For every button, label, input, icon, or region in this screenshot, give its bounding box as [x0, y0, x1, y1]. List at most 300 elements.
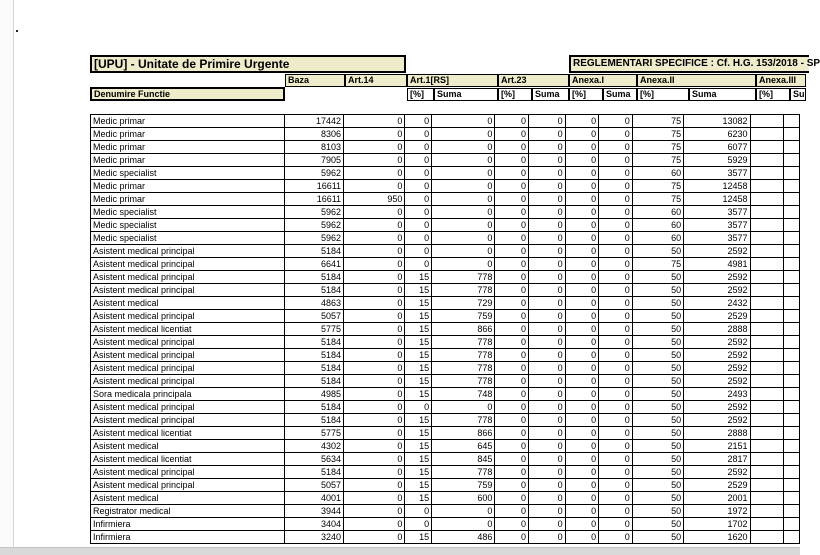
cell-a23p: 0 — [495, 245, 529, 258]
cell-art14: 0 — [344, 258, 405, 271]
cell-a1s: 0 — [432, 258, 495, 271]
cell-art14: 0 — [344, 479, 405, 492]
header-art14: Art.14 — [345, 74, 407, 87]
cell-anexa3-suma — [784, 414, 800, 427]
cell-anexa3-suma — [784, 349, 800, 362]
cell-a23p: 0 — [495, 440, 529, 453]
cell-baza: 17442 — [284, 115, 344, 128]
cell-a23s: 0 — [529, 297, 566, 310]
cell-a1xp: 0 — [565, 219, 599, 232]
cell-baza: 4863 — [284, 297, 344, 310]
cell-a1p: 0 — [405, 232, 432, 245]
cell-a1p: 0 — [405, 258, 432, 271]
cell-baza: 5962 — [284, 206, 344, 219]
cell-a23p: 0 — [495, 297, 529, 310]
cell-a23s: 0 — [529, 271, 566, 284]
cell-a1xp: 0 — [565, 271, 599, 284]
cell-a2s: 2432 — [684, 297, 750, 310]
cell-a1p: 15 — [405, 284, 432, 297]
cell-a23p: 0 — [495, 401, 529, 414]
cell-a23p: 0 — [495, 167, 529, 180]
cell-function-name: Asistent medical principal — [91, 245, 285, 258]
cell-baza: 5057 — [284, 310, 344, 323]
cell-anexa3-suma — [784, 518, 800, 531]
cell-a23p: 0 — [495, 531, 529, 544]
table-row — [91, 219, 800, 232]
cell-a1xp: 0 — [565, 453, 599, 466]
cell-anexa3-pct — [750, 440, 784, 453]
cell-a23s: 0 — [529, 284, 566, 297]
table-row — [91, 362, 800, 375]
cell-baza: 5057 — [284, 479, 344, 492]
cell-a1p: 15 — [405, 297, 432, 310]
cell-a2p: 50 — [632, 440, 683, 453]
cell-a23s: 0 — [529, 531, 566, 544]
cell-anexa3-suma — [784, 271, 800, 284]
cell-a2s: 13082 — [684, 115, 750, 128]
table-row — [91, 466, 800, 479]
table-body — [91, 115, 800, 544]
cell-anexa3-suma — [784, 128, 800, 141]
cell-art14: 0 — [344, 388, 405, 401]
cell-a2s: 3577 — [684, 206, 750, 219]
cell-a1xp: 0 — [565, 284, 599, 297]
cell-a1s: 0 — [432, 505, 495, 518]
cell-a2s: 1972 — [684, 505, 750, 518]
cell-a23s: 0 — [529, 414, 566, 427]
regulations-title: REGLEMENTARI SPECIFICE : Cf. H.G. 153/2018 - SP — [569, 55, 809, 73]
cell-baza: 5634 — [284, 453, 344, 466]
cell-baza: 5962 — [284, 219, 344, 232]
cell-a2p: 75 — [632, 193, 683, 206]
cell-function-name: Asistent medical principal — [91, 349, 285, 362]
cell-anexa3-pct — [750, 297, 784, 310]
cell-anexa3-pct — [750, 167, 784, 180]
cell-a23s: 0 — [529, 206, 566, 219]
cell-function-name: Asistent medical principal — [91, 310, 285, 323]
cell-baza: 16611 — [284, 193, 344, 206]
header-anexa-i: Anexa.I — [569, 74, 637, 87]
cell-a2s: 2493 — [684, 388, 750, 401]
cell-anexa3-pct — [750, 206, 784, 219]
cell-a2s: 2817 — [684, 453, 750, 466]
horizontal-scrollbar[interactable] — [0, 547, 800, 555]
cell-anexa3-suma — [784, 193, 800, 206]
cell-a23p: 0 — [495, 349, 529, 362]
cell-a1xp: 0 — [565, 492, 599, 505]
cell-a2p: 60 — [632, 167, 683, 180]
cell-anexa3-suma — [784, 388, 800, 401]
cell-anexa3-pct — [750, 479, 784, 492]
cell-anexa3-suma — [784, 180, 800, 193]
cell-a1xs: 0 — [599, 531, 633, 544]
cell-function-name: Asistent medical principal — [91, 466, 285, 479]
cell-anexa3-suma — [784, 531, 800, 544]
cell-anexa3-pct — [750, 388, 784, 401]
cell-a1xs: 0 — [599, 193, 633, 206]
cell-a23s: 0 — [529, 167, 566, 180]
document-left-margin — [0, 0, 14, 554]
cell-baza: 5184 — [284, 349, 344, 362]
cell-a23s: 0 — [529, 375, 566, 388]
cell-anexa3-pct — [750, 375, 784, 388]
cell-a1s: 866 — [432, 323, 495, 336]
cell-a2s: 2529 — [684, 479, 750, 492]
cell-a1xp: 0 — [565, 336, 599, 349]
cell-a23p: 0 — [495, 206, 529, 219]
cell-a2s: 2529 — [684, 310, 750, 323]
table-row — [91, 427, 800, 440]
cell-anexa3-suma — [784, 362, 800, 375]
cell-a1xs: 0 — [599, 492, 633, 505]
cell-a2p: 50 — [632, 245, 683, 258]
cell-function-name: Asistent medical principal — [91, 284, 285, 297]
cell-a23s: 0 — [529, 323, 566, 336]
cell-a2p: 60 — [632, 219, 683, 232]
table-row — [91, 375, 800, 388]
cell-a23s: 0 — [529, 388, 566, 401]
cell-a1xs: 0 — [599, 440, 633, 453]
cell-a1p: 0 — [405, 154, 432, 167]
corner-mark — [16, 30, 18, 32]
cell-anexa3-pct — [750, 531, 784, 544]
cell-a23p: 0 — [495, 505, 529, 518]
cell-a23s: 0 — [529, 232, 566, 245]
table-row — [91, 492, 800, 505]
cell-function-name: Asistent medical — [91, 440, 285, 453]
cell-a1s: 0 — [432, 518, 495, 531]
cell-a2s: 3577 — [684, 219, 750, 232]
table-row — [91, 310, 800, 323]
cell-a1xs: 0 — [599, 206, 633, 219]
cell-a23s: 0 — [529, 193, 566, 206]
cell-art14: 0 — [344, 271, 405, 284]
cell-art14: 0 — [344, 427, 405, 440]
cell-a1xp: 0 — [565, 206, 599, 219]
cell-baza: 5184 — [284, 414, 344, 427]
cell-a23p: 0 — [495, 453, 529, 466]
cell-a1s: 748 — [432, 388, 495, 401]
cell-art14: 0 — [344, 492, 405, 505]
salary-sheet — [90, 55, 820, 547]
cell-anexa3-pct — [750, 466, 784, 479]
cell-a1xp: 0 — [565, 154, 599, 167]
cell-a2p: 50 — [632, 518, 683, 531]
cell-function-name: Medic specialist — [91, 206, 285, 219]
cell-a1s: 778 — [432, 466, 495, 479]
table-row — [91, 401, 800, 414]
cell-a2p: 50 — [632, 271, 683, 284]
cell-baza: 8103 — [284, 141, 344, 154]
cell-a23s: 0 — [529, 505, 566, 518]
cell-a1xs: 0 — [599, 128, 633, 141]
cell-art14: 0 — [344, 115, 405, 128]
cell-a1xs: 0 — [599, 401, 633, 414]
cell-a2s: 2592 — [684, 336, 750, 349]
subheader-anexa1-pct: [%] — [569, 88, 603, 101]
cell-a23p: 0 — [495, 180, 529, 193]
cell-baza: 16611 — [284, 180, 344, 193]
cell-anexa3-pct — [750, 284, 784, 297]
cell-art14: 0 — [344, 219, 405, 232]
cell-a2p: 75 — [632, 180, 683, 193]
cell-anexa3-pct — [750, 258, 784, 271]
cell-a1xs: 0 — [599, 414, 633, 427]
cell-a23s: 0 — [529, 310, 566, 323]
subheader-anexa3-suma: Su — [790, 88, 806, 101]
cell-a1xs: 0 — [599, 167, 633, 180]
cell-a1p: 0 — [405, 206, 432, 219]
table-row — [91, 128, 800, 141]
cell-a2p: 50 — [632, 505, 683, 518]
table-row — [91, 336, 800, 349]
cell-art14: 0 — [344, 297, 405, 310]
cell-anexa3-suma — [784, 323, 800, 336]
cell-art14: 0 — [344, 232, 405, 245]
cell-a1xp: 0 — [565, 518, 599, 531]
cell-a2p: 50 — [632, 323, 683, 336]
cell-a2s: 2888 — [684, 427, 750, 440]
cell-anexa3-pct — [750, 518, 784, 531]
cell-anexa3-suma — [784, 141, 800, 154]
cell-a23s: 0 — [529, 440, 566, 453]
cell-function-name: Medic primar — [91, 141, 285, 154]
cell-a2s: 2888 — [684, 323, 750, 336]
header-anexa-iii: Anexa.III — [756, 74, 806, 87]
cell-a1xs: 0 — [599, 258, 633, 271]
cell-function-name: Registrator medical — [91, 505, 285, 518]
cell-a2p: 60 — [632, 232, 683, 245]
cell-a1s: 0 — [432, 128, 495, 141]
table-row — [91, 271, 800, 284]
header-art23: Art.23 — [498, 74, 569, 87]
cell-a1xp: 0 — [565, 505, 599, 518]
cell-art14: 0 — [344, 180, 405, 193]
cell-a1p: 15 — [405, 453, 432, 466]
cell-art14: 0 — [344, 141, 405, 154]
subheader-art1-suma: Suma — [434, 88, 498, 101]
cell-a23s: 0 — [529, 245, 566, 258]
cell-function-name: Medic primar — [91, 154, 285, 167]
cell-a2s: 1620 — [684, 531, 750, 544]
cell-function-name: Asistent medical licentiat — [91, 323, 285, 336]
cell-a1p: 15 — [405, 531, 432, 544]
cell-baza: 4985 — [284, 388, 344, 401]
cell-anexa3-suma — [784, 167, 800, 180]
cell-a2s: 2592 — [684, 284, 750, 297]
cell-a23s: 0 — [529, 453, 566, 466]
cell-a1p: 15 — [405, 479, 432, 492]
cell-function-name: Asistent medical principal — [91, 479, 285, 492]
cell-function-name: Medic specialist — [91, 219, 285, 232]
cell-a23s: 0 — [529, 492, 566, 505]
cell-art14: 0 — [344, 401, 405, 414]
cell-function-name: Asistent medical — [91, 492, 285, 505]
table-row — [91, 297, 800, 310]
cell-a23s: 0 — [529, 180, 566, 193]
cell-a23p: 0 — [495, 141, 529, 154]
denumire-functie-header: Denumire Functie — [90, 87, 285, 101]
cell-a1xp: 0 — [565, 193, 599, 206]
cell-anexa3-suma — [784, 492, 800, 505]
cell-a2s: 2592 — [684, 362, 750, 375]
table-row — [91, 440, 800, 453]
cell-a1xp: 0 — [565, 128, 599, 141]
cell-a2p: 50 — [632, 362, 683, 375]
cell-a1xp: 0 — [565, 401, 599, 414]
cell-anexa3-suma — [784, 466, 800, 479]
subheader-art23-pct: [%] — [498, 88, 532, 101]
cell-function-name: Asistent medical licentiat — [91, 427, 285, 440]
cell-function-name: Asistent medical principal — [91, 414, 285, 427]
cell-a2p: 60 — [632, 206, 683, 219]
cell-a2p: 50 — [632, 531, 683, 544]
cell-art14: 0 — [344, 375, 405, 388]
cell-a23s: 0 — [529, 336, 566, 349]
cell-a23p: 0 — [495, 388, 529, 401]
cell-a23s: 0 — [529, 115, 566, 128]
cell-a1xs: 0 — [599, 505, 633, 518]
cell-a1s: 778 — [432, 271, 495, 284]
cell-a23p: 0 — [495, 466, 529, 479]
cell-anexa3-pct — [750, 336, 784, 349]
cell-a1xs: 0 — [599, 232, 633, 245]
cell-anexa3-pct — [750, 232, 784, 245]
cell-a2p: 50 — [632, 401, 683, 414]
cell-art14: 0 — [344, 362, 405, 375]
cell-a1xs: 0 — [599, 297, 633, 310]
cell-a2s: 5929 — [684, 154, 750, 167]
cell-a1xs: 0 — [599, 180, 633, 193]
table-row — [91, 505, 800, 518]
cell-a1xs: 0 — [599, 453, 633, 466]
cell-baza: 5184 — [284, 336, 344, 349]
table-row — [91, 479, 800, 492]
cell-anexa3-pct — [750, 453, 784, 466]
cell-a2p: 50 — [632, 349, 683, 362]
cell-a2p: 50 — [632, 479, 683, 492]
cell-a23p: 0 — [495, 362, 529, 375]
cell-a1s: 0 — [432, 232, 495, 245]
cell-a1p: 15 — [405, 492, 432, 505]
cell-a1p: 15 — [405, 466, 432, 479]
cell-baza: 5184 — [284, 466, 344, 479]
cell-a2p: 50 — [632, 492, 683, 505]
cell-a1s: 0 — [432, 154, 495, 167]
cell-a1xs: 0 — [599, 271, 633, 284]
cell-a1p: 0 — [405, 518, 432, 531]
cell-baza: 5184 — [284, 245, 344, 258]
cell-a1s: 778 — [432, 414, 495, 427]
cell-a2p: 50 — [632, 297, 683, 310]
cell-a23p: 0 — [495, 427, 529, 440]
cell-a2s: 12458 — [684, 180, 750, 193]
cell-a2s: 2592 — [684, 245, 750, 258]
cell-a1xs: 0 — [599, 479, 633, 492]
subheader-art23-suma: Suma — [532, 88, 569, 101]
cell-a23p: 0 — [495, 128, 529, 141]
cell-a1xp: 0 — [565, 466, 599, 479]
cell-a2p: 50 — [632, 336, 683, 349]
table-row — [91, 154, 800, 167]
cell-a1p: 15 — [405, 362, 432, 375]
cell-art14: 0 — [344, 518, 405, 531]
cell-anexa3-pct — [750, 362, 784, 375]
cell-a1xp: 0 — [565, 141, 599, 154]
cell-a1s: 645 — [432, 440, 495, 453]
cell-a2s: 2592 — [684, 401, 750, 414]
cell-anexa3-suma — [784, 154, 800, 167]
cell-a1xp: 0 — [565, 180, 599, 193]
cell-a1xs: 0 — [599, 349, 633, 362]
cell-a2p: 50 — [632, 284, 683, 297]
cell-a23p: 0 — [495, 232, 529, 245]
cell-a1xp: 0 — [565, 245, 599, 258]
cell-a1xp: 0 — [565, 414, 599, 427]
cell-baza: 5962 — [284, 167, 344, 180]
cell-a23p: 0 — [495, 375, 529, 388]
cell-art14: 0 — [344, 128, 405, 141]
cell-a1xp: 0 — [565, 115, 599, 128]
cell-art14: 0 — [344, 310, 405, 323]
cell-a1s: 0 — [432, 245, 495, 258]
cell-anexa3-pct — [750, 271, 784, 284]
cell-function-name: Asistent medical principal — [91, 336, 285, 349]
cell-function-name: Asistent medical principal — [91, 375, 285, 388]
cell-a1xs: 0 — [599, 336, 633, 349]
cell-baza: 5184 — [284, 401, 344, 414]
cell-a23s: 0 — [529, 349, 566, 362]
cell-a23p: 0 — [495, 479, 529, 492]
cell-baza: 3944 — [284, 505, 344, 518]
cell-anexa3-suma — [784, 232, 800, 245]
cell-a2s: 3577 — [684, 232, 750, 245]
cell-art14: 0 — [344, 167, 405, 180]
cell-a2s: 4981 — [684, 258, 750, 271]
cell-baza: 5184 — [284, 271, 344, 284]
table-row — [91, 245, 800, 258]
cell-a1s: 759 — [432, 479, 495, 492]
cell-a2p: 50 — [632, 453, 683, 466]
cell-a1p: 0 — [405, 219, 432, 232]
cell-anexa3-pct — [750, 245, 784, 258]
cell-baza: 3240 — [284, 531, 344, 544]
cell-function-name: Medic specialist — [91, 167, 285, 180]
cell-a1xp: 0 — [565, 440, 599, 453]
cell-a1xp: 0 — [565, 375, 599, 388]
cell-a1p: 15 — [405, 414, 432, 427]
cell-anexa3-pct — [750, 193, 784, 206]
cell-a2s: 1702 — [684, 518, 750, 531]
cell-anexa3-pct — [750, 219, 784, 232]
cell-function-name: Asistent medical principal — [91, 258, 285, 271]
cell-a2p: 75 — [632, 258, 683, 271]
cell-a1xs: 0 — [599, 115, 633, 128]
cell-a1p: 0 — [405, 193, 432, 206]
cell-anexa3-suma — [784, 401, 800, 414]
cell-anexa3-suma — [784, 258, 800, 271]
cell-a1p: 0 — [405, 167, 432, 180]
cell-anexa3-pct — [750, 349, 784, 362]
cell-function-name: Asistent medical principal — [91, 271, 285, 284]
cell-a23p: 0 — [495, 336, 529, 349]
cell-a1s: 778 — [432, 284, 495, 297]
cell-a2s: 2592 — [684, 414, 750, 427]
cell-a1s: 778 — [432, 349, 495, 362]
header-anexa-ii: Anexa.II — [637, 74, 756, 87]
cell-a2s: 6077 — [684, 141, 750, 154]
cell-a23p: 0 — [495, 219, 529, 232]
